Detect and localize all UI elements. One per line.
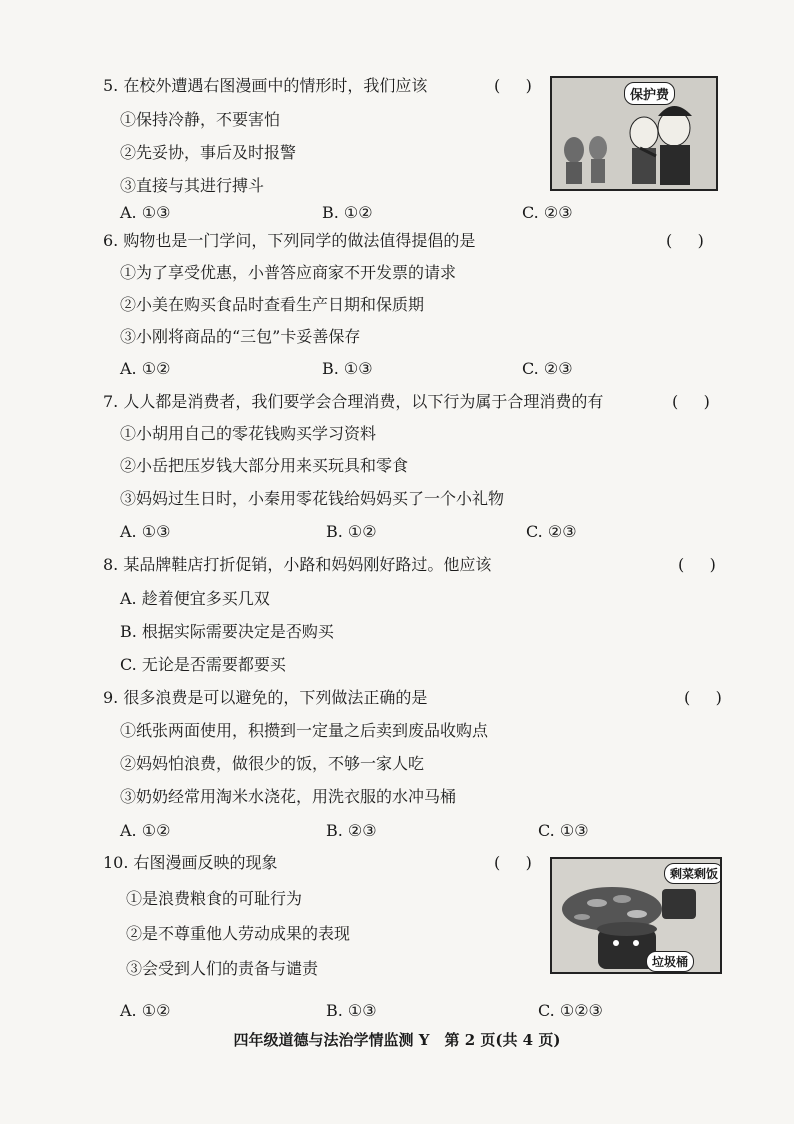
question-7-stem: 7. 人人都是消费者，我们要学会合理消费，以下行为属于合理消费的有 <box>103 392 604 411</box>
question-9-option-a[interactable]: A. ①② <box>120 821 171 840</box>
comic-label-protection-fee: 保护费 <box>624 82 675 105</box>
question-6-item-3: ③小刚将商品的“三包”卡妥善保存 <box>120 327 361 346</box>
question-9-option-b[interactable]: B. ②③ <box>326 821 377 840</box>
question-7-item-2: ②小岳把压岁钱大部分用来买玩具和零食 <box>120 456 409 475</box>
question-5-option-c[interactable]: C. ②③ <box>522 203 573 222</box>
extortion-comic <box>550 76 718 191</box>
question-9-answer-blank[interactable]: ( ) <box>684 688 722 707</box>
food-waste-comic <box>550 857 722 974</box>
question-10-stem: 10. 右图漫画反映的现象 <box>103 853 278 872</box>
question-5-item-3: ③直接与其进行搏斗 <box>120 176 265 195</box>
question-8-answer-blank[interactable]: ( ) <box>678 555 716 574</box>
question-10-item-3: ③会受到人们的责备与谴责 <box>126 959 319 978</box>
question-9-item-1: ①纸张两面使用，积攒到一定量之后卖到废品收购点 <box>120 721 489 740</box>
question-8-option-c[interactable]: C. 无论是否需要都要买 <box>120 655 286 674</box>
question-10-option-c[interactable]: C. ①②③ <box>538 1001 603 1020</box>
question-6-stem: 6. 购物也是一门学问，下列同学的做法值得提倡的是 <box>103 231 476 250</box>
question-7-option-c[interactable]: C. ②③ <box>526 522 577 541</box>
question-6-option-c[interactable]: C. ②③ <box>522 359 573 378</box>
question-7-option-b[interactable]: B. ①② <box>326 522 377 541</box>
question-8-stem: 8. 某品牌鞋店打折促销，小路和妈妈刚好路过。他应该 <box>103 555 492 574</box>
question-10-item-2: ②是不尊重他人劳动成果的表现 <box>126 924 351 943</box>
question-5-stem: 5. 在校外遭遇右图漫画中的情形时，我们应该 <box>103 76 428 95</box>
question-7-item-1: ①小胡用自己的零花钱购买学习资料 <box>120 424 377 443</box>
question-10-answer-blank[interactable]: ( ) <box>494 853 532 872</box>
question-5-item-1: ①保持冷静，不要害怕 <box>120 110 281 129</box>
comic-label-trash-can: 垃圾桶 <box>646 951 694 972</box>
question-10-option-b[interactable]: B. ①③ <box>326 1001 377 1020</box>
question-6-option-a[interactable]: A. ①② <box>120 359 171 378</box>
question-9-option-c[interactable]: C. ①③ <box>538 821 589 840</box>
question-9-item-2: ②妈妈怕浪费，做很少的饭，不够一家人吃 <box>120 754 425 773</box>
question-6-answer-blank[interactable]: ( ) <box>666 231 704 250</box>
question-10-item-1: ①是浪费粮食的可耻行为 <box>126 889 303 908</box>
question-8-option-b[interactable]: B. 根据实际需要决定是否购买 <box>120 622 334 641</box>
question-6-item-1: ①为了享受优惠，小普答应商家不开发票的请求 <box>120 263 457 282</box>
question-5-answer-blank[interactable]: ( ) <box>494 76 532 95</box>
question-7-option-a[interactable]: A. ①③ <box>120 522 171 541</box>
question-9-stem: 9. 很多浪费是可以避免的，下列做法正确的是 <box>103 688 428 707</box>
page-footer: 四年级道德与法治学情监测 Y 第 2 页(共 4 页) <box>233 1031 561 1049</box>
question-10-option-a[interactable]: A. ①② <box>120 1001 171 1020</box>
question-6-option-b[interactable]: B. ①③ <box>322 359 373 378</box>
question-6-item-2: ②小美在购买食品时查看生产日期和保质期 <box>120 295 425 314</box>
question-7-answer-blank[interactable]: ( ) <box>672 392 710 411</box>
comic-label-leftovers: 剩菜剩饭 <box>664 863 722 884</box>
question-5-item-2: ②先妥协，事后及时报警 <box>120 143 297 162</box>
question-5-option-a[interactable]: A. ①③ <box>120 203 171 222</box>
question-5-option-b[interactable]: B. ①② <box>322 203 373 222</box>
question-8-option-a[interactable]: A. 趁着便宜多买几双 <box>120 589 270 608</box>
question-9-item-3: ③奶奶经常用淘米水浇花，用洗衣服的水冲马桶 <box>120 787 457 806</box>
question-7-item-3: ③妈妈过生日时，小秦用零花钱给妈妈买了一个小礼物 <box>120 489 505 508</box>
